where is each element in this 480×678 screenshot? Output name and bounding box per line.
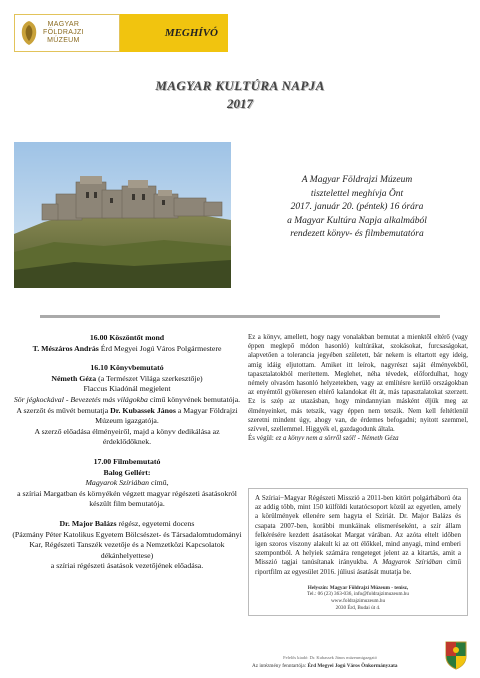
museum-logo (14, 14, 120, 52)
invitation-label: MEGHÍVÓ (164, 27, 218, 39)
presenter-name: Dr. Kubassek János (110, 405, 176, 415)
film-suffix: című, (149, 478, 169, 488)
divider (40, 315, 440, 318)
castle-photo (14, 142, 231, 288)
contact-info (255, 585, 461, 611)
invitation-line: a Magyar Kultúra Napja alkalmából (287, 215, 427, 226)
lecture-topic: a szíriai régészeti ásatások vezetőjének előadása. (50, 561, 204, 571)
contact-phone: Tel.: 06 (23) 363-036, info@foldrajzimuzeum.hu (307, 591, 409, 598)
header-banner (14, 14, 228, 52)
book-description (248, 333, 468, 443)
invitation-line: A Magyar Földrajzi Múzeum (301, 175, 413, 185)
invitation-line: tisztelettel meghívja Önt (310, 188, 404, 199)
city-crest-icon (444, 640, 468, 670)
publisher-credit: Felelős kiadó: Dr. Kubassek János múzeumigazgató (283, 655, 377, 660)
signing-text: A szerző előadása élményeiről, majd a könyv dedikálása az érdeklődőknek. (34, 426, 220, 447)
venue-label: Helyszín: Magyar Földrajzi Múzeum - tenisz, (307, 584, 409, 591)
author-name: Németh Géza (51, 373, 97, 383)
museum-emblem-icon (19, 20, 39, 46)
page-title: MAGYAR KULTÚRA NAPJA (155, 78, 325, 93)
publisher-text: Flaccus Kiadónál megjelent (83, 384, 171, 394)
lecturer-affiliation: (Pázmány Péter Katolikus Egyetem Bölcsészet- és Társadalomtudományi Kar, Régészeti Tanszék vezetője és a Nemzetközi Kapcsolatok dékánhelyettese) (12, 529, 242, 560)
film-title: Magyarok Szíriában (85, 478, 150, 488)
filmmaker-name: Balog Gellért: (103, 467, 151, 477)
contact-address: 2030 Érd, Budai út 4. (335, 604, 381, 611)
presenter-role: a Magyar Földrajzi Múzeum igazgatója. (95, 405, 238, 426)
program-item-time: 16.10 Könyvbemutató (90, 363, 164, 373)
program-schedule (12, 333, 242, 572)
invitation-line: rendezett könyv- és filmbemutatóra (290, 229, 424, 239)
program-item-time: 16.00 Köszöntőt mond (89, 333, 165, 342)
maintainer-credit: Az intézmény fenntartója: Érd Megyei Jogú Város Önkormányzata (252, 663, 398, 669)
contact-web: www.foldrajzimuzeum.hu (330, 598, 386, 605)
program-item-time: 17.00 Filmbemutató (93, 456, 161, 466)
book-suffix: című könyvének bemutatója. (147, 394, 241, 404)
author-role: (a Természet Világa szerkesztője) (96, 373, 203, 383)
closing-text: És végül: (248, 435, 276, 443)
mission-box (248, 488, 468, 616)
lecturer-role: régész, egyetemi docens (116, 518, 195, 528)
invitation-text (244, 174, 470, 242)
description-text: Ez a könyv, amellett, hogy nagy vonalakban bemutat a mienktől eltérő (vagy éppen meglepő módon hasonló) kultúrákat, szokásokat, furcsaságokat, alapvetően a tolerancia jegyében született, bár nekem is eltartott egy ideig, amíg idáig eljutottam. Amiket itt leírok, nagyrészt saját élményekből, tapasztalatokból merítettem. Meglehet, néha tévedek, előfordulhat, hogy némely olvasóm hasonló helyzetekben, vagy az említésre kerülő országokban az enyémtől gyökeresen eltérő kalandokat élt át, más tapasztalatokat szerzett. Ez is szép az utazásban, hogy mindannyian másként éljük meg az élményeinket, más tetszik, vagy éppen nem tetszik. Nem kell feltétlenül szeretni mindent úgy, ahogy van, de érdemes befogadni; nyitott szemmel, szívvel, szellemmel. Higgyék el, gazdagodunk általa. (248, 334, 468, 434)
speaker-role: Érd Megyei Jogú Város Polgármestere (98, 343, 222, 353)
event-year: 2017 (227, 96, 253, 111)
speaker-name: T. Mészáros András (32, 343, 99, 353)
lecturer-name: Dr. Major Balázs (59, 518, 117, 528)
book-title: Sör jégkockával - Bevezetés más világokba (13, 394, 148, 404)
film-description: a szíriai Margatban és környékén végzett magyar régészeti ásatásokról készült film bemutatója. (17, 488, 237, 509)
invitation-line: 2017. január 20. (péntek) 16 órára (290, 202, 424, 212)
presenter-text: A szerzőt és művét bemutatja (16, 405, 111, 415)
closing-quote: ez a könyv nem a sörről szól! - Németh Géza (275, 435, 399, 443)
logo-text: MAGYAR FÖLDRAJZI MÚZEUM (43, 21, 84, 44)
mission-text: A Szíriai−Magyar Régészeti Misszió a 2011-ben kitört polgárháború óta az addig több, mint 150 külföldi kutatócsoport közül az egyetlen, amely a körülmények ellenére sem hagyta el Szíriát. Dr. Major Balázs és csapata 2007-ben, korábbi munkáinak elismeréseként, a szír állam felkérésére kezdett ásatásokat Margat várában. Az azóta eltelt időben igen szoros viszony alakult ki az ott élőkkel, mind anyagi, mind emberi szempontból. A helyiek számára rengeteget jelent az a kitartás, amit a Misszió tagjai tanúsítanak irányukba. A Magyarok Szíriában című riportfilm az egyesület 2016. júliusi ásatását mutatja be. (255, 494, 461, 576)
